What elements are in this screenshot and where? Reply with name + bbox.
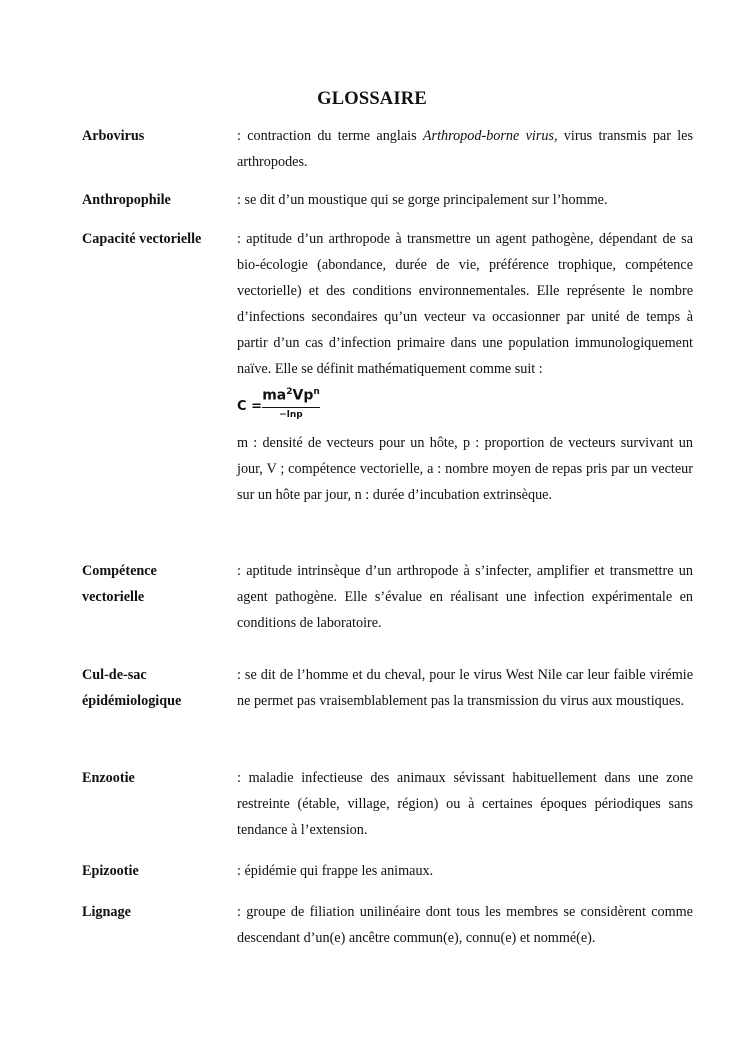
term: Anthropophile — [82, 192, 171, 208]
term: Arbovirus — [82, 128, 145, 144]
definition: : maladie infectieuse des animaux sévissant habituellement dans une zone restreinte (étable, village, région) ou à certaines époques périodiques sans tendance à l’extension. — [237, 770, 693, 838]
definition: : se dit de l’homme et du cheval, pour le virus West Nile car leur faible virémie ne permet pas vraisemblablement pas la transmission du virus aux moustiques. — [237, 667, 693, 709]
formula-numerator: $ma^2Vp^n$ — [262, 382, 320, 408]
definition: : se dit d’un moustique qui se gorge principalement sur l’homme. — [237, 192, 608, 208]
vectorial-capacity-formula — [237, 382, 693, 430]
definition: : contraction du terme anglais Arthropod-borne virus, virus transmis par les arthropodes. — [237, 128, 693, 170]
page-title: GLOSSAIRE — [317, 89, 427, 109]
definition: : aptitude intrinsèque d’un arthropode à s’infecter, amplifier et transmettre un agent pathogène. Elle s’évalue en réalisant une infection expérimentale en conditions de laboratoire. — [237, 563, 693, 631]
definition: : épidémie qui frappe les animaux. — [237, 863, 434, 879]
definition: : groupe de filiation unilinéaire dont tous les membres se considèrent comme descendant d’un(e) ancêtre commun(e), connu(e) et nommé(e). — [237, 904, 693, 946]
term: Capacité vectorielle — [82, 231, 202, 247]
term: Enzootie — [82, 770, 135, 786]
formula-denominator: −lnp — [279, 409, 303, 420]
definition-text: : aptitude d’un arthropode à transmettre un agent pathogène, dépendant de sa bio-écologie (abondance, durée de vie, préférence trophique, compétence vectorielle) et des conditions environnementales. Elle représente le nombre d’infections secondaires qu’un vecteur va occasionner par unité de temps à partir d’un cas d’infection primaire dans une population immunologiquement naïve. Elle se définit mathématiquement comme suit : — [237, 231, 693, 377]
definition — [237, 226, 693, 508]
formula-legend: m : densité de vecteurs pour un hôte, p : proportion de vecteurs survivant un jour, V ; compétence vectorielle, a : nombre moyen de repas pris par un vecteur sur un hôte par jour, n : durée d’incubation extrinsèque. — [237, 435, 693, 503]
term: Epizootie — [82, 863, 139, 879]
formula-fraction — [262, 382, 320, 422]
formula-lhs: C = — [237, 399, 262, 414]
term: Cul-de-sac épidémiologique — [82, 667, 182, 709]
term: Compétence vectorielle — [82, 563, 157, 605]
term: Lignage — [82, 904, 131, 920]
